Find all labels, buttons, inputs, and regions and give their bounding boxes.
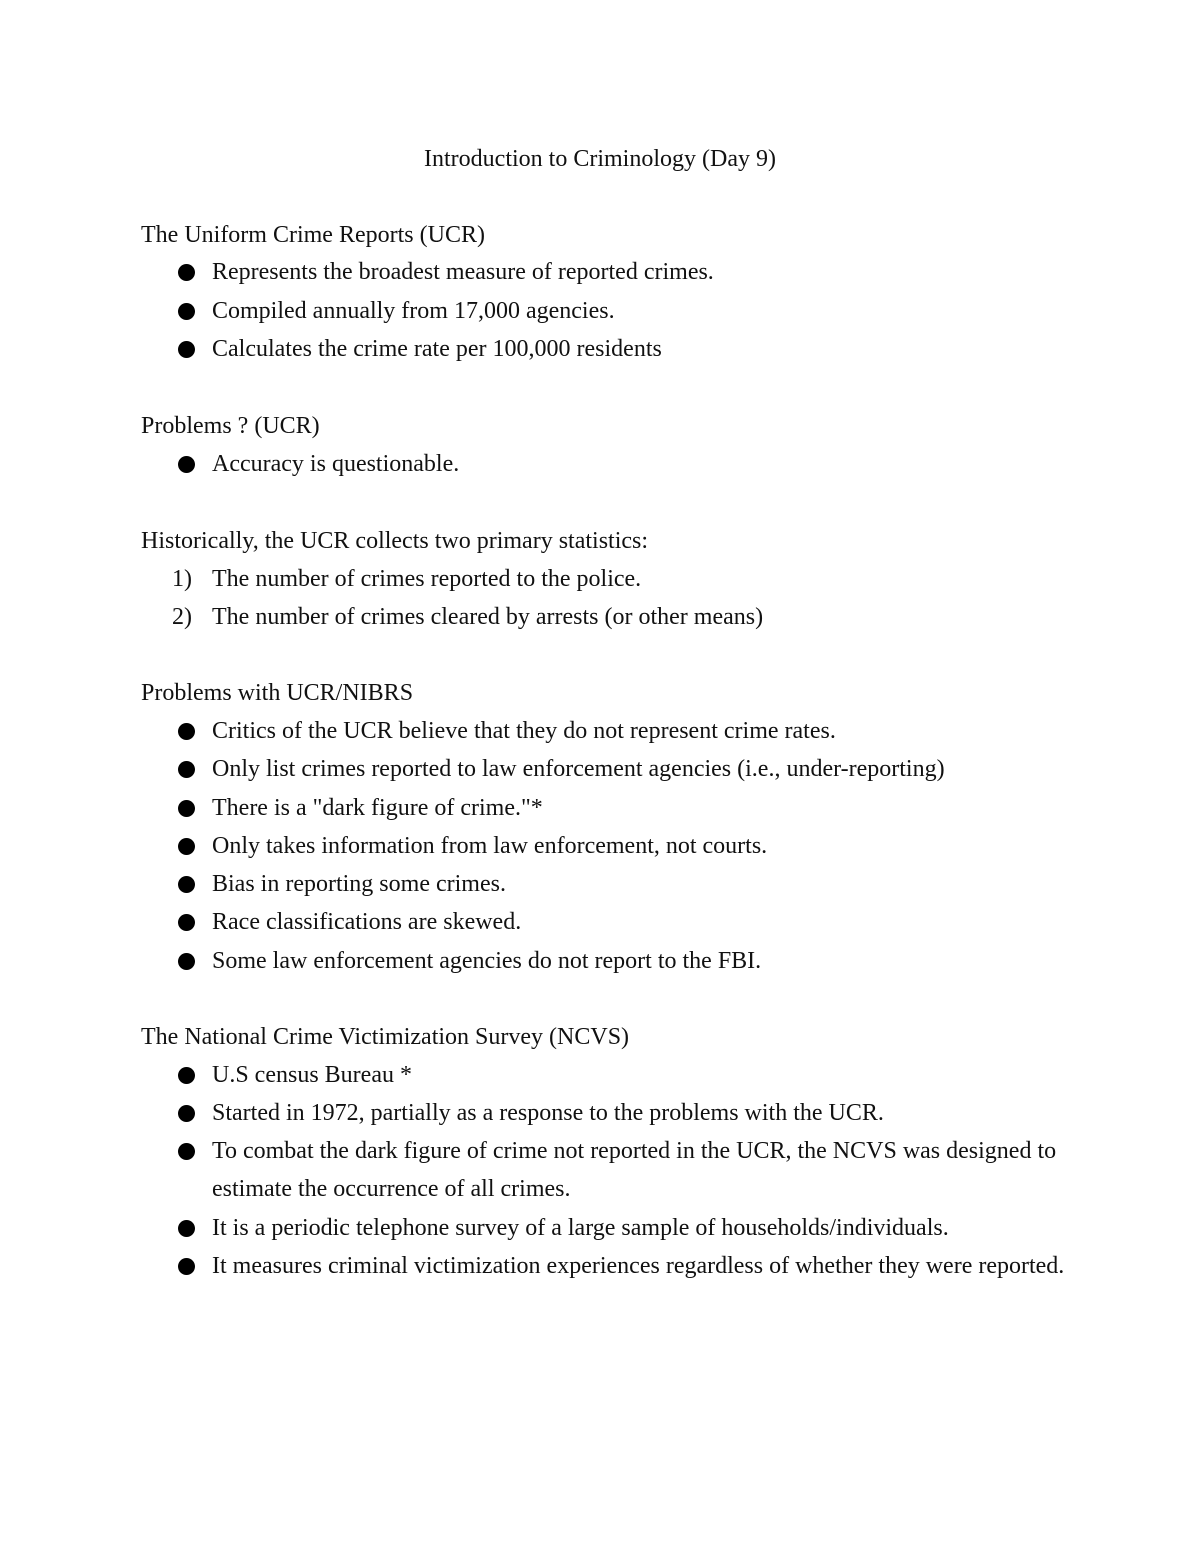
bullet-icon (176, 942, 210, 980)
list-item (176, 750, 1076, 788)
bullet-icon (176, 865, 210, 903)
list-item (176, 827, 1076, 865)
list-item (176, 292, 1076, 330)
list-item-text: There is a "dark figure of crime."* (212, 795, 543, 821)
list-item-text: It measures criminal victimization experiences regardless of whether they were reported. (212, 1253, 1065, 1279)
list-item (176, 1094, 1076, 1132)
list-item-text: Some law enforcement agencies do not report to the FBI. (212, 948, 762, 974)
list-item-text: Bias in reporting some crimes. (212, 871, 506, 897)
list-item (176, 330, 1076, 368)
list-item (176, 865, 1076, 903)
bullet-icon (176, 1132, 210, 1170)
list-item-text: Only list crimes reported to law enforcement agencies (i.e., under-reporting) (212, 756, 945, 782)
section-heading-problems-ucr: Problems ? (UCR) (141, 413, 320, 439)
list-item-text: Compiled annually from 17,000 agencies. (212, 298, 615, 324)
bullet-icon (176, 330, 210, 368)
bullet-icon (176, 712, 210, 750)
list-item-text: Represents the broadest measure of reported crimes. (212, 259, 714, 285)
list-item (176, 445, 1076, 483)
list-item (176, 1247, 1076, 1285)
bullet-icon (176, 789, 210, 827)
bullet-icon (176, 1094, 210, 1132)
bullet-icon (176, 445, 210, 483)
list-item-text: The number of crimes cleared by arrests (or other means) (212, 604, 764, 630)
list-item (176, 253, 1076, 291)
bullet-icon (176, 1247, 210, 1285)
list-item (176, 1209, 1076, 1247)
section-heading-ncvs: The National Crime Victimization Survey (NCVS) (141, 1024, 630, 1050)
list-item (176, 1132, 1076, 1208)
list-item-text: U.S census Bureau * (212, 1062, 412, 1088)
section-heading-historically: Historically, the UCR collects two primary statistics: (141, 528, 649, 554)
list-number: 2) (172, 604, 192, 630)
bullet-icon (176, 1209, 210, 1247)
list-item (172, 560, 1076, 598)
list-item (176, 712, 1076, 750)
section-heading-problems-nibrs: Problems with UCR/NIBRS (141, 680, 414, 706)
list-item-text: Race classifications are skewed. (212, 909, 522, 935)
bullet-icon (176, 827, 210, 865)
list-item (176, 789, 1076, 827)
list-item (176, 903, 1076, 941)
list-item-text: To combat the dark figure of crime not reported in the UCR, the NCVS was designed to estimate the occurrence of all crimes. (212, 1138, 1057, 1202)
list-item-text: Accuracy is questionable. (212, 451, 460, 477)
list-item (176, 1056, 1076, 1094)
list-item-text: The number of crimes reported to the police. (212, 566, 642, 592)
bullet-icon (176, 292, 210, 330)
list-item (172, 598, 1076, 636)
bullet-icon (176, 750, 210, 788)
section-heading-ucr: The Uniform Crime Reports (UCR) (141, 222, 485, 248)
list-item-text: Calculates the crime rate per 100,000 residents (212, 336, 662, 362)
bullet-icon (176, 903, 210, 941)
document-title: Introduction to Criminology (Day 9) (424, 146, 776, 172)
list-item-text: Only takes information from law enforcement, not courts. (212, 833, 768, 859)
bullet-icon (176, 1056, 210, 1094)
list-item (176, 942, 1076, 980)
list-item-text: It is a periodic telephone survey of a large sample of households/individuals. (212, 1215, 949, 1241)
bullet-icon (176, 253, 210, 291)
list-item-text: Critics of the UCR believe that they do not represent crime rates. (212, 718, 836, 744)
list-number: 1) (172, 566, 192, 592)
list-item-text: Started in 1972, partially as a response to the problems with the UCR. (212, 1100, 884, 1126)
